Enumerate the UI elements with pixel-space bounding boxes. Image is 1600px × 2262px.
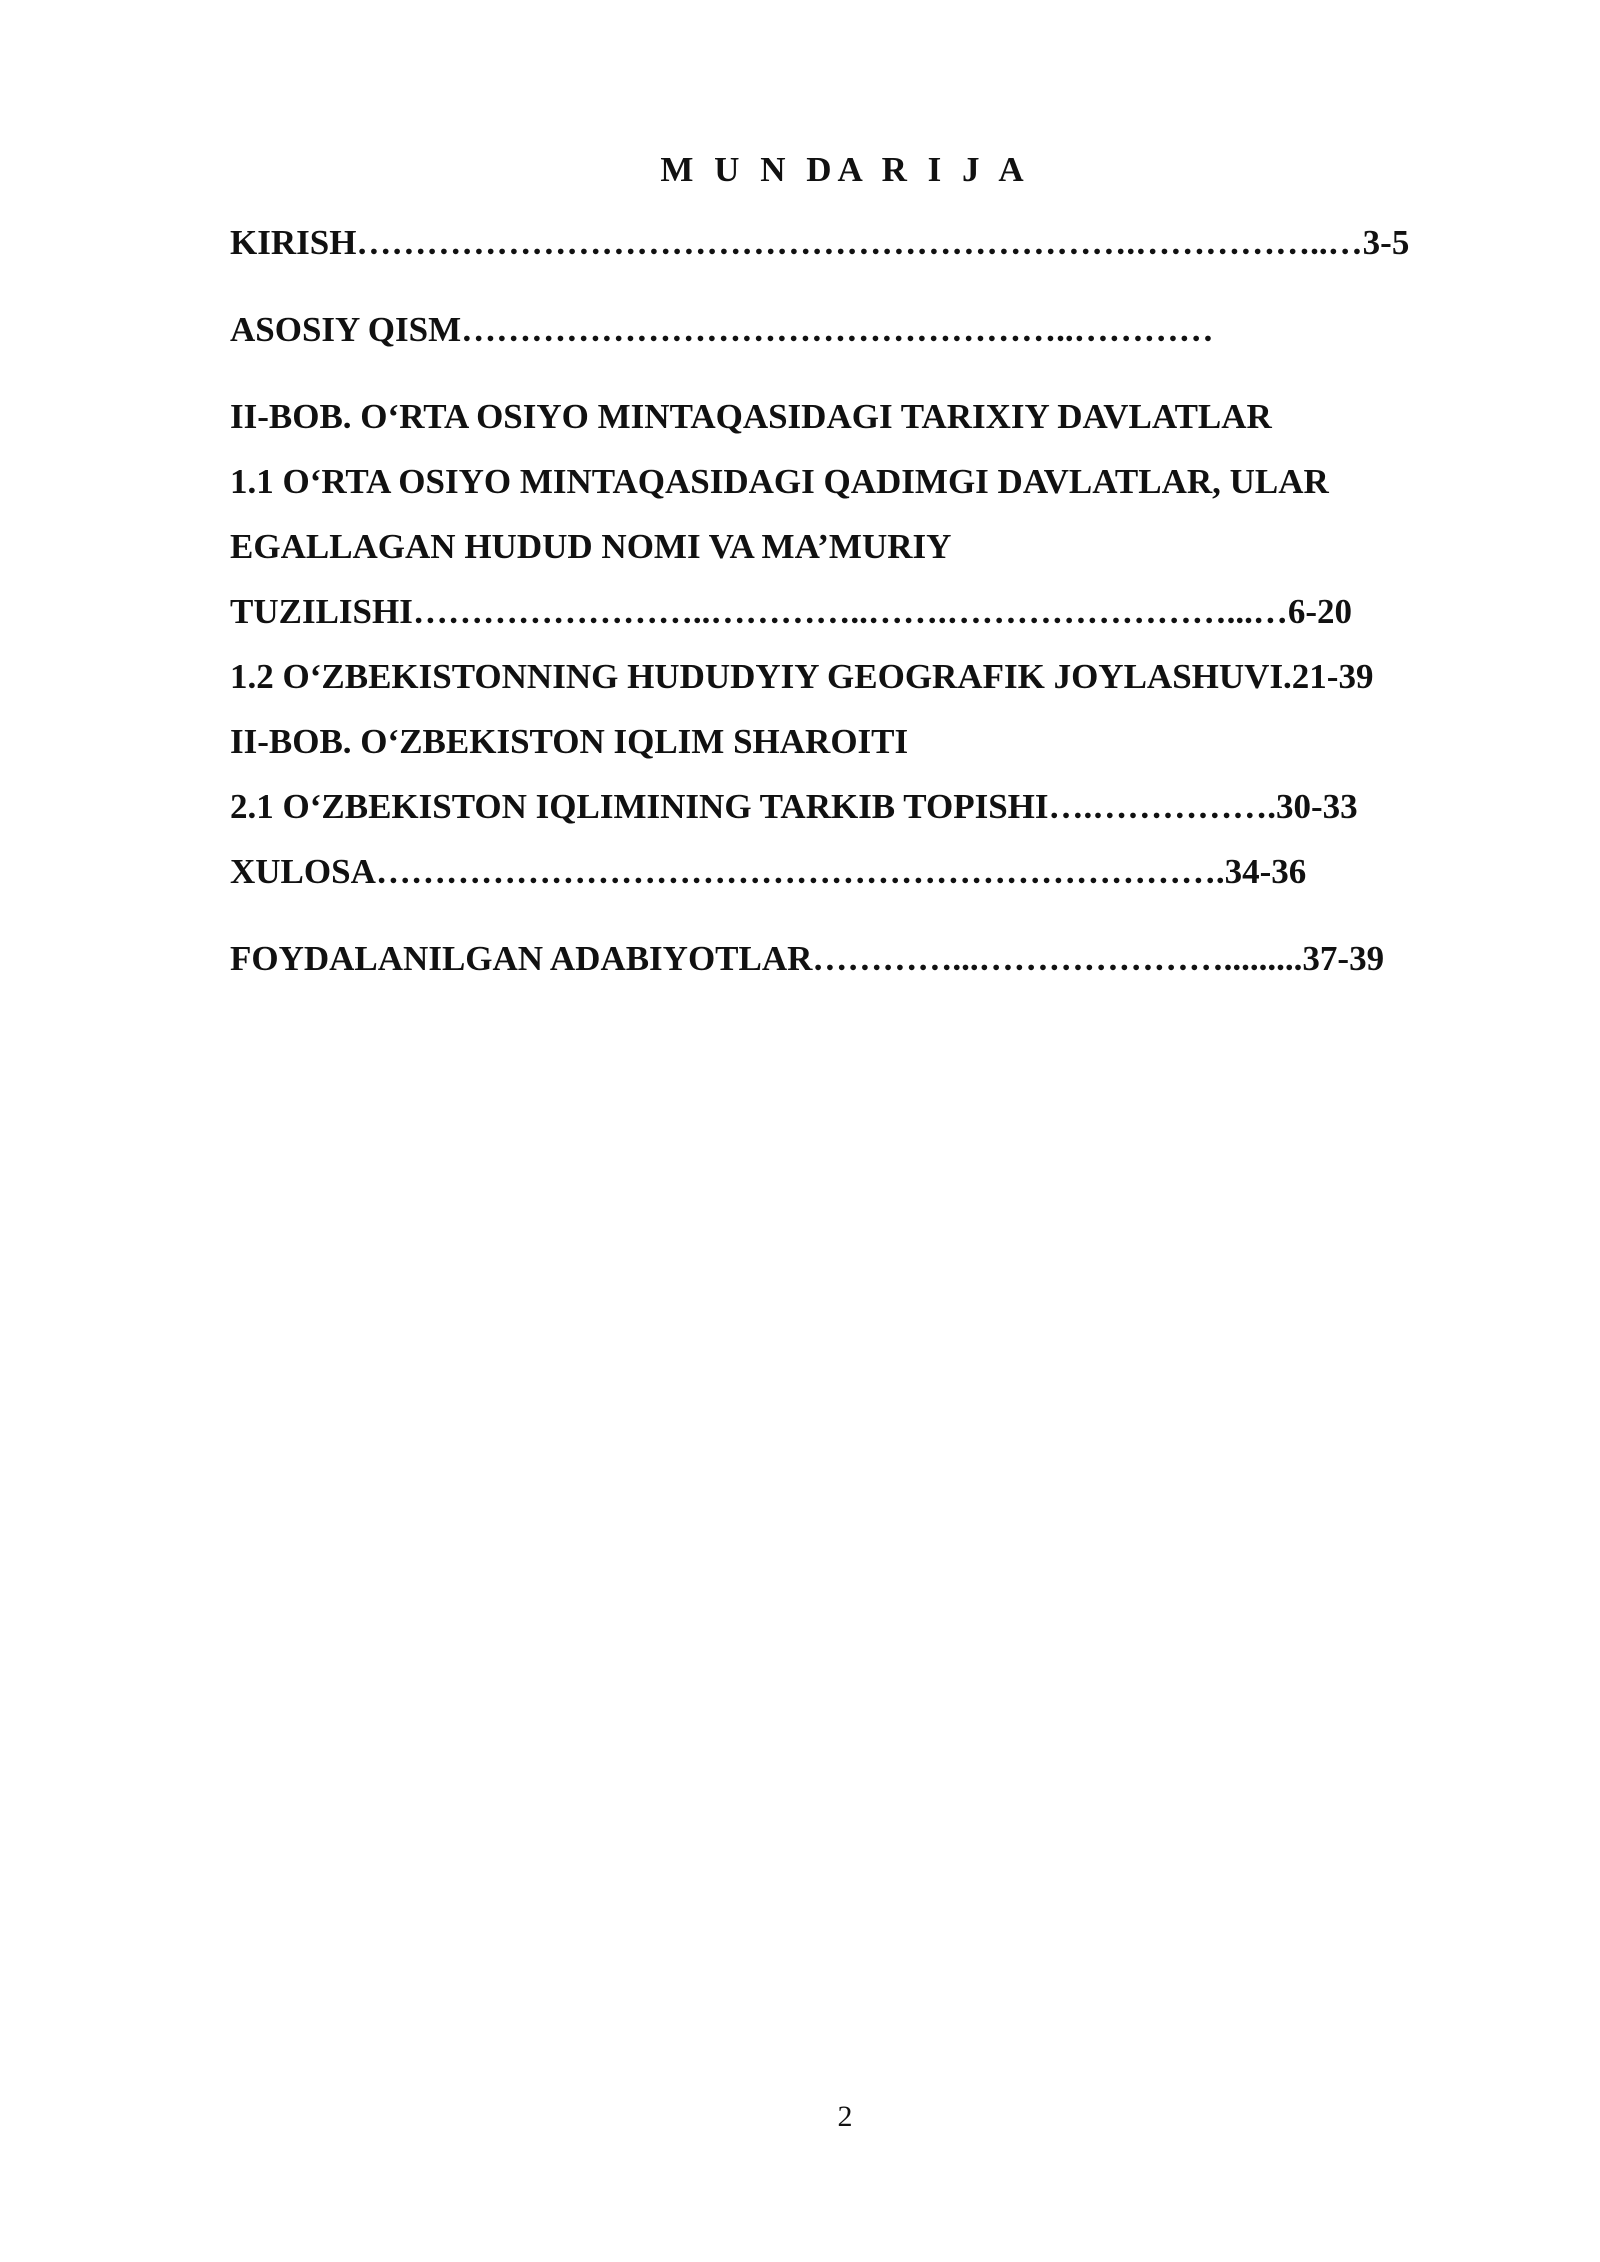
toc-entry-section-1-2: 1.2 O‘ZBEKISTONNING HUDUDYIY GEOGRAFIK JOYLASHUVI.21-39 xyxy=(230,657,1374,696)
toc-entry-section-1-1-line-1: 1.1 O‘RTA OSIYO MINTAQASIDAGI QADIMGI DAVLATLAR, ULAR xyxy=(230,462,1329,501)
toc-entry-kirish: KIRISH………………………………………………………….……………..…3-5 xyxy=(230,223,1410,262)
toc-title: M U N DA R I J A xyxy=(660,150,1030,189)
toc-entry-section-1-1-line-2: EGALLAGAN HUDUD NOMI VA MA’MURIY xyxy=(230,527,952,566)
toc-entry-adabiyotlar: FOYDALANILGAN ADABIYOTLAR…………...………………….........37-39 xyxy=(230,939,1385,978)
toc-entry-asosiy-qism: ASOSIY QISM……………………………………………..………… xyxy=(230,310,1214,349)
toc-entry-section-2-1: 2.1 O‘ZBEKISTON IQLIMINING TARKIB TOPISHI….…………….30-33 xyxy=(230,787,1358,826)
toc-entry-section-1-1-line-3: TUZILISHI……………………..…………..…….……………………...…6-20 xyxy=(230,592,1353,631)
page-number: 2 xyxy=(837,2100,853,2133)
toc-entry-chapter-2: II-BOB. O‘ZBEKISTON IQLIM SHAROITI xyxy=(230,722,909,761)
toc-entry-xulosa: XULOSA……………………………………………………………….34-36 xyxy=(230,852,1307,891)
toc-entry-chapter-1: II-BOB. O‘RTA OSIYO MINTAQASIDAGI TARIXIY DAVLATLAR xyxy=(230,397,1272,436)
